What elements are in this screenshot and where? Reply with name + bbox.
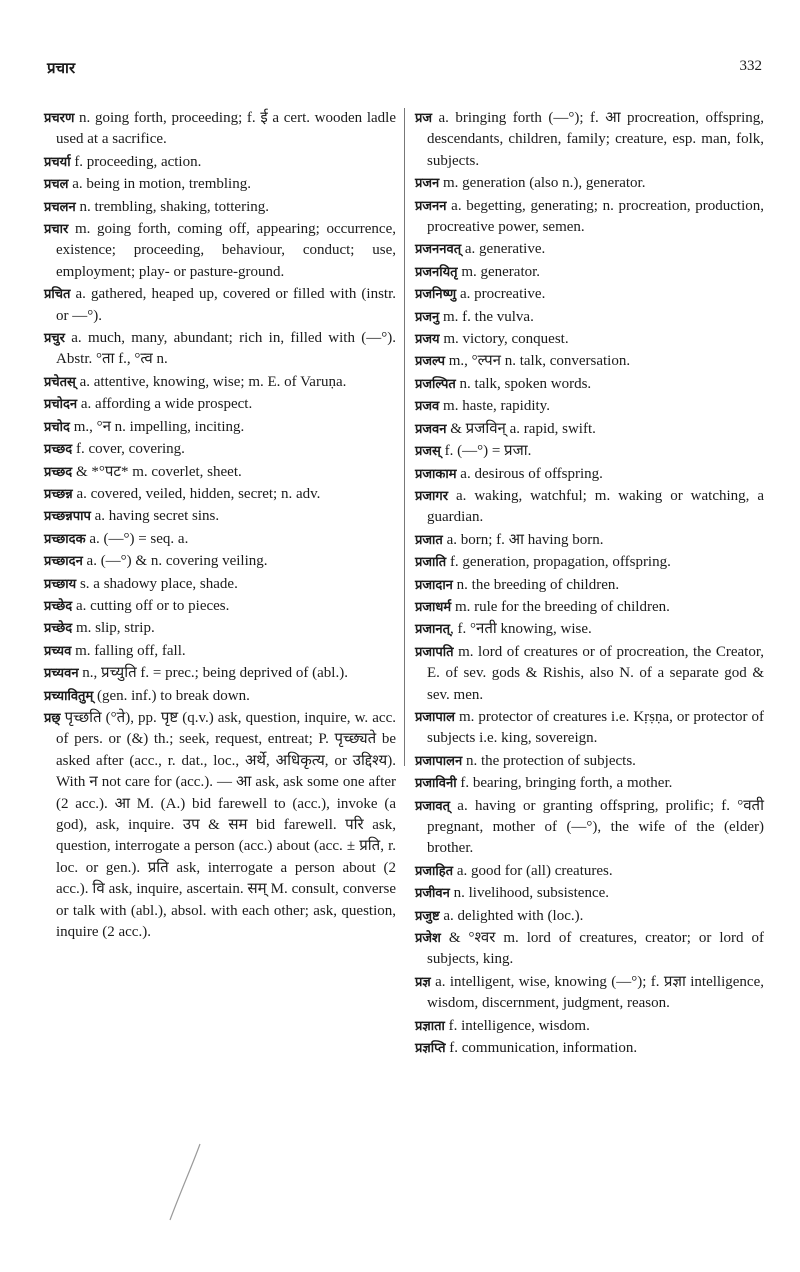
- entry-definition: a. attentive, knowing, wise; m. E. of Varuṇa.: [75, 373, 347, 390]
- entry-definition: a. bringing forth (—°); f. आ procreation, offspring, descendants, children, family; creature, esp. man, folk, subjects.: [427, 110, 764, 169]
- entry-headword: प्रचर्या: [44, 154, 71, 170]
- dictionary-entry: [44, 417, 396, 438]
- entry-definition: n. trembling, shaking, tottering.: [75, 198, 269, 215]
- dictionary-entry: [415, 1038, 764, 1059]
- entry-headword: प्रच्छन्न: [44, 486, 73, 502]
- entry-definition: m., °ल्पन n. talk, conversation.: [445, 353, 631, 370]
- entry-headword: प्रजल्पित: [415, 376, 456, 392]
- entry-definition: a. (—°) & n. covering veiling.: [82, 553, 268, 570]
- entry-headword: प्रचल: [44, 177, 69, 193]
- entry-definition: n. going forth, proceeding; f. ई a cert. wooden ladle used at a sacrifice.: [56, 110, 396, 148]
- entry-headword: प्रचोद: [44, 419, 70, 435]
- entry-definition: m. haste, rapidity.: [439, 398, 550, 415]
- dictionary-entry: [44, 484, 396, 505]
- entry-headword: प्रच्छाय: [44, 576, 77, 592]
- dictionary-entry: [44, 328, 396, 371]
- dictionary-entry: [415, 419, 764, 440]
- entry-definition: & °श्वर m. lord of creatures, creator; or lord of subjects, king.: [427, 930, 764, 968]
- dictionary-entry: [44, 529, 396, 550]
- entry-definition: m. generator.: [457, 263, 541, 280]
- dictionary-entry: [415, 441, 764, 462]
- entry-headword: प्रजानत्: [415, 622, 451, 638]
- entry-headword: प्रजागर: [415, 488, 449, 504]
- entry-headword: प्रच्छद: [44, 442, 73, 458]
- entry-definition: a. generative.: [461, 241, 546, 258]
- dictionary-entry: [44, 506, 396, 527]
- entry-definition: m. generation (also n.), generator.: [439, 175, 646, 192]
- dictionary-entry: [415, 329, 764, 350]
- entry-definition: & प्रजविन् a. rapid, swift.: [446, 420, 596, 437]
- dictionary-entry: [415, 239, 764, 260]
- dictionary-entry: [415, 906, 764, 927]
- entry-headword: प्रचार: [44, 222, 69, 238]
- entry-headword: प्रजाकाम: [415, 466, 457, 482]
- dictionary-entry: [415, 861, 764, 882]
- entry-definition: n. livelihood, subsistence.: [449, 885, 610, 902]
- entry-definition: a. born; f. आ having born.: [442, 531, 604, 548]
- entry-headword: प्रज्ञाता: [415, 1018, 445, 1034]
- entry-definition: f. proceeding, action.: [70, 153, 202, 170]
- entry-definition: f. intelligence, wisdom.: [444, 1017, 590, 1034]
- dictionary-entry: [44, 439, 396, 460]
- entry-headword: प्रजापालन: [415, 753, 463, 769]
- dictionary-entry: [415, 262, 764, 283]
- entry-headword: प्रच्यव: [44, 643, 72, 659]
- entry-headword: प्रच्यावितुम्: [44, 688, 94, 704]
- dictionary-entry: [415, 642, 764, 706]
- dictionary-entry: [415, 108, 764, 172]
- entry-headword: प्रचोदन: [44, 397, 78, 413]
- entry-definition: a. good for (all) creatures.: [453, 862, 613, 879]
- entry-headword: प्रचरण: [44, 111, 75, 126]
- entry-definition: m. f. the vulva.: [439, 308, 534, 325]
- dictionary-entry: [44, 596, 396, 617]
- entry-headword: प्रचित: [44, 287, 71, 303]
- dictionary-entry: [415, 883, 764, 904]
- page-number: 332: [739, 58, 762, 74]
- dictionary-entry: [415, 972, 764, 1015]
- dictionary-entry: [415, 284, 764, 305]
- dictionary-entry: [44, 708, 396, 943]
- entry-definition: a. affording a wide prospect.: [77, 396, 253, 413]
- entry-definition: (gen. inf.) to break down.: [93, 687, 250, 704]
- dictionary-entry: [415, 597, 764, 618]
- dictionary-entry: [415, 486, 764, 529]
- entry-headword: प्रजात: [415, 532, 443, 548]
- dictionary-entry: [415, 173, 764, 194]
- dictionary-entry: [415, 751, 764, 772]
- pencil-mark: [166, 1142, 206, 1222]
- entry-definition: a. much, many, abundant; rich in, filled with (—°). Abstr. °ता f., °त्व n.: [56, 330, 396, 368]
- entry-headword: प्रजनन: [415, 198, 447, 214]
- entry-definition: m. victory, conquest.: [439, 331, 569, 348]
- dictionary-entry: [44, 284, 396, 327]
- entry-headword: प्रजन: [415, 176, 440, 192]
- entry-headword: प्रजनिष्णु: [415, 287, 457, 303]
- entry-definition: m. rule for the breeding of children.: [451, 598, 670, 615]
- dictionary-entry: [44, 174, 396, 195]
- entry-headword: प्रच्छन्नपाप: [44, 509, 91, 525]
- dictionary-entry: [44, 686, 396, 707]
- dictionary-entry: [415, 464, 764, 485]
- entry-definition: f. bearing, bringing forth, a mother.: [456, 775, 673, 792]
- entry-definition: a. gathered, heaped up, covered or filled with (instr. or —°).: [56, 286, 396, 324]
- entry-definition: f. cover, covering.: [72, 441, 185, 458]
- entry-definition: a. desirous of offspring.: [456, 465, 603, 482]
- entry-definition: f. (—°) = प्रजा.: [440, 443, 532, 460]
- entry-headword: प्रच्यवन: [44, 666, 79, 682]
- entry-definition: m. protector of creatures i.e. Kṛṣṇa, or protector of subjects i.e. king, sovereign.: [427, 708, 764, 747]
- entry-headword: प्रजाहित: [415, 863, 454, 879]
- entry-headword: प्रचलन: [44, 199, 76, 215]
- dictionary-entry: [415, 374, 764, 395]
- entry-definition: a. procreative.: [456, 286, 546, 303]
- dictionary-entry: [44, 219, 396, 283]
- entry-definition: a. delighted with (loc.).: [439, 907, 584, 924]
- dictionary-entry: [415, 575, 764, 596]
- entry-definition: n. the breeding of children.: [452, 576, 620, 593]
- entry-definition: n., प्रच्युति f. = prec.; being deprived of (abl.).: [78, 665, 348, 682]
- running-head: प्रचार: [47, 61, 76, 77]
- entry-headword: प्रज्ञप्ति: [415, 1041, 446, 1057]
- entry-definition: m. going forth, coming off, appearing; occurrence, existence; proceeding, behaviour, conduct; use, employment; play- or pasture-ground.: [56, 221, 396, 280]
- entry-definition: m., °न n. impelling, inciting.: [69, 418, 245, 435]
- dictionary-entry: [415, 773, 764, 794]
- entry-definition: n. the protection of subjects.: [462, 752, 636, 769]
- entry-headword: प्रचुर: [44, 331, 65, 347]
- entry-headword: प्रजावत्: [415, 798, 451, 814]
- dictionary-entry: [415, 307, 764, 328]
- dictionary-entry: [415, 196, 764, 239]
- dictionary-entry: [44, 372, 396, 393]
- entry-headword: प्रच्छादक: [44, 531, 86, 547]
- entry-headword: प्रचेतस्: [44, 374, 76, 390]
- entry-headword: प्रच्छादन: [44, 554, 83, 570]
- dictionary-entry: [415, 796, 764, 860]
- right-column: [415, 108, 764, 1060]
- entry-headword: प्रच्छेद: [44, 598, 73, 614]
- entry-headword: प्रजय: [415, 332, 440, 348]
- entry-headword: प्रज्ञ: [415, 974, 431, 990]
- dictionary-entry: [415, 552, 764, 573]
- dictionary-entry: [44, 152, 396, 173]
- entry-headword: प्रजादान: [415, 577, 453, 593]
- entry-definition: , f. °नती knowing, wise.: [450, 621, 592, 638]
- entry-definition: a. waking, watchful; m. waking or watching, a guardian.: [427, 487, 764, 526]
- dictionary-entry: [415, 619, 764, 640]
- entry-headword: प्रजनु: [415, 309, 440, 325]
- entry-definition: s. a shadowy place, shade.: [76, 575, 238, 592]
- entry-headword: प्रछ्: [44, 710, 61, 726]
- entry-headword: प्रजस्: [415, 444, 441, 460]
- column-divider: [404, 108, 405, 766]
- entry-definition: & *°पट* m. coverlet, sheet.: [72, 463, 242, 480]
- entry-definition: m. lord of creatures or of procreation, the Creator, E. of sev. gods & Rishis, also N. of a separate god & sev. men.: [427, 643, 764, 703]
- entry-headword: प्रजल्प: [415, 354, 446, 370]
- entry-definition: a. having or granting offspring, prolific; f. °वती pregnant, mother of (—°), the wife of the (elder) brother.: [427, 797, 764, 857]
- entry-headword: प्रजापाल: [415, 709, 455, 725]
- dictionary-entry: [44, 641, 396, 662]
- entry-headword: प्रजुष्ट: [415, 908, 440, 924]
- entry-definition: a. intelligent, wise, knowing (—°); f. प्रज्ञा intelligence, wisdom, discernment, judgment, reason.: [427, 973, 764, 1012]
- entry-definition: n. talk, spoken words.: [455, 375, 592, 392]
- dictionary-entry: [415, 1016, 764, 1037]
- entry-definition: a. having secret sins.: [90, 508, 220, 525]
- entry-headword: प्रच्छद: [44, 464, 73, 480]
- dictionary-entry: [44, 551, 396, 572]
- dictionary-entry: [415, 396, 764, 417]
- entry-headword: प्रज: [415, 111, 433, 126]
- page-header: [0, 0, 800, 77]
- entry-headword: प्रजीवन: [415, 886, 450, 902]
- dictionary-entry: [415, 707, 764, 750]
- entry-headword: प्रजननवत्: [415, 242, 462, 258]
- entry-headword: प्रजनयितृ: [415, 264, 458, 280]
- entry-definition: पृच्छति (°ते), pp. पृष्ट (q.v.) ask, question, inquire, w. acc. of pers. or (&) th.; seek, request, entreat; P. पृच्छ्यते be asked after (acc., r. dat., loc., अर्थे, अधिकृत्य, or उद्दिश्य). With न not care for (acc.). — आ ask, ask some one after (2 acc.). आ M. (A.) bid farewell to (acc.), invoke (a god), ask, inquire. उप & सम bid farewell. परि ask, question, interrogate a person (acc.) about (acc. ± प्रति, r. loc. or gen.). प्रति ask, interrogate a person about (2 acc.). वि ask, inquire, ascertain. सम् M. consult, converse or talk with (abl.), absol. with each other; ask, question, inquire (2 acc.).: [56, 709, 396, 941]
- entry-definition: a. (—°) = seq. a.: [85, 530, 189, 547]
- entry-definition: a. being in motion, trembling.: [68, 176, 251, 193]
- entry-definition: a. covered, veiled, hidden, secret; n. adv.: [72, 485, 321, 502]
- entry-headword: प्रजेश: [415, 931, 441, 947]
- entry-headword: प्रच्छेद: [44, 621, 73, 637]
- entry-definition: a. begetting, generating; n. procreation, production, procreative power, semen.: [427, 197, 764, 236]
- dictionary-entry: [44, 394, 396, 415]
- entry-definition: a. cutting off or to pieces.: [72, 597, 230, 614]
- entry-definition: m. slip, strip.: [72, 620, 155, 637]
- entry-headword: प्रजाधर्म: [415, 599, 452, 615]
- entry-headword: प्रजव: [415, 399, 440, 415]
- dictionary-entry: [44, 663, 396, 684]
- entry-headword: प्रजवन: [415, 421, 447, 437]
- entry-definition: f. generation, propagation, offspring.: [446, 554, 671, 571]
- entry-definition: m. falling off, fall.: [71, 642, 186, 659]
- dictionary-entry: [415, 530, 764, 551]
- left-column: [44, 108, 396, 944]
- entry-headword: प्रजापति: [415, 644, 454, 660]
- entry-headword: प्रजाविनी: [415, 776, 457, 792]
- dictionary-entry: [44, 108, 396, 151]
- dictionary-entry: [415, 928, 764, 971]
- entry-headword: प्रजाति: [415, 555, 447, 571]
- dictionary-entry: [44, 618, 396, 639]
- dictionary-entry: [44, 574, 396, 595]
- dictionary-entry: [415, 351, 764, 372]
- entry-definition: f. communication, information.: [445, 1040, 638, 1057]
- dictionary-entry: [44, 462, 396, 483]
- dictionary-entry: [44, 197, 396, 218]
